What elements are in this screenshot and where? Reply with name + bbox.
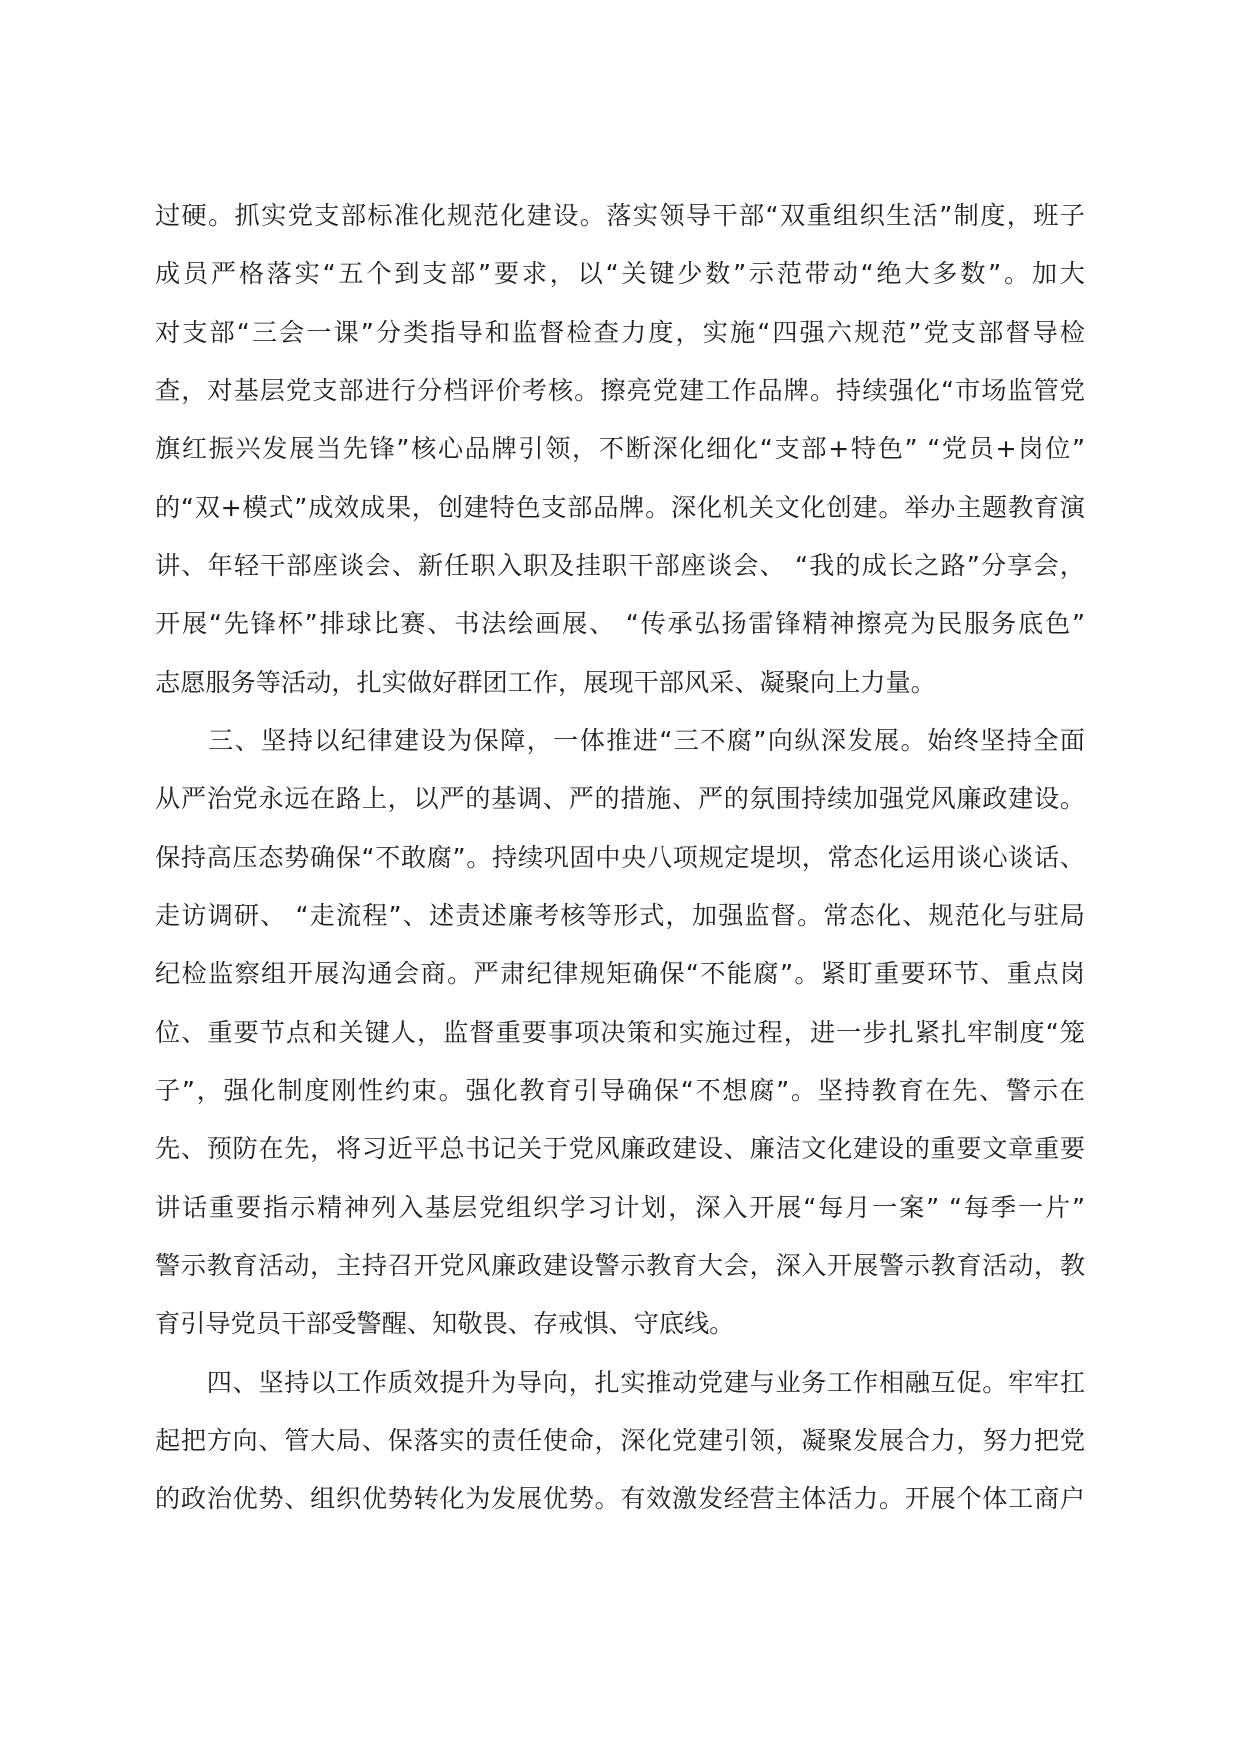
text-line: 起把方向、管大局、保落实的责任使命，深化党建引领，凝聚发展合力，努力把党 — [155, 1426, 1085, 1455]
text-line: 保持高压态势确保“不敢腐”。持续巩固中央八项规定堤坝，常态化运用谈心谈话、 — [155, 843, 1085, 872]
text-line: 过硬。抓实党支部标准化规范化建设。落实领导干部“双重组织生活”制度，班子 — [155, 201, 1085, 230]
text-line: 成员严格落实“五个到支部”要求，以“关键少数”示范带动“绝大多数”。加大 — [155, 259, 1085, 288]
paragraph-heading-3: 三、坚持以纪律建设为保障，一体推进“三不腐”向纵深发展。始终坚持全面 — [155, 726, 1085, 755]
text-line: 位、重要节点和关键人，监督重要事项决策和实施过程，进一步扎紧扎牢制度“笼 — [155, 1018, 1085, 1047]
text-line: 警示教育活动，主持召开党风廉政建设警示教育大会，深入开展警示教育活动，教 — [155, 1251, 1085, 1280]
text-line: 走访调研、 “走流程”、述责述廉考核等形式，加强监督。常态化、规范化与驻局 — [155, 901, 1085, 930]
text-line: 旗红振兴发展当先锋”核心品牌引领，不断深化细化“支部+特色” “党员+岗位” — [155, 434, 1085, 463]
paragraph-heading-4: 四、坚持以工作质效提升为导向，扎实推动党建与业务工作相融互促。牢牢扛 — [155, 1368, 1085, 1397]
text-line: 志愿服务等活动，扎实做好群团工作，展现干部风采、凝聚向上力量。 — [155, 668, 936, 697]
text-line: 从严治党永远在路上，以严的基调、严的措施、严的氛围持续加强党风廉政建设。 — [155, 784, 1085, 813]
text-line: 讲、年轻干部座谈会、新任职入职及挂职干部座谈会、 “我的成长之路”分享会， — [155, 551, 1085, 580]
text-line: 的“双+模式”成效成果，创建特色支部品牌。深化机关文化创建。举办主题教育演 — [155, 493, 1085, 522]
text-line: 的政治优势、组织优势转化为发展优势。有效激发经营主体活力。开展个体工商户 — [155, 1484, 1085, 1513]
text-line: 纪检监察组开展沟通会商。严肃纪律规矩确保“不能腐”。紧盯重要环节、重点岗 — [155, 959, 1085, 988]
text-line: 育引导党员干部受警醒、知敬畏、存戒惧、守底线。 — [155, 1309, 735, 1338]
text-line: 子”，强化制度刚性约束。强化教育引导确保“不想腐”。坚持教育在先、警示在 — [155, 1076, 1085, 1105]
text-line: 对支部“三会一课”分类指导和监督检查力度，实施“四强六规范”党支部督导检 — [155, 318, 1085, 347]
text-line: 开展“先锋杯”排球比赛、书法绘画展、 “传承弘扬雷锋精神擦亮为民服务底色” — [155, 609, 1085, 638]
text-line: 查，对基层党支部进行分档评价考核。擦亮党建工作品牌。持续强化“市场监管党 — [155, 376, 1085, 405]
text-line: 讲话重要指示精神列入基层党组织学习计划，深入开展“每月一案” “每季一片” — [155, 1193, 1085, 1222]
text-line: 先、预防在先，将习近平总书记关于党风廉政建设、廉洁文化建设的重要文章重要 — [155, 1134, 1085, 1163]
